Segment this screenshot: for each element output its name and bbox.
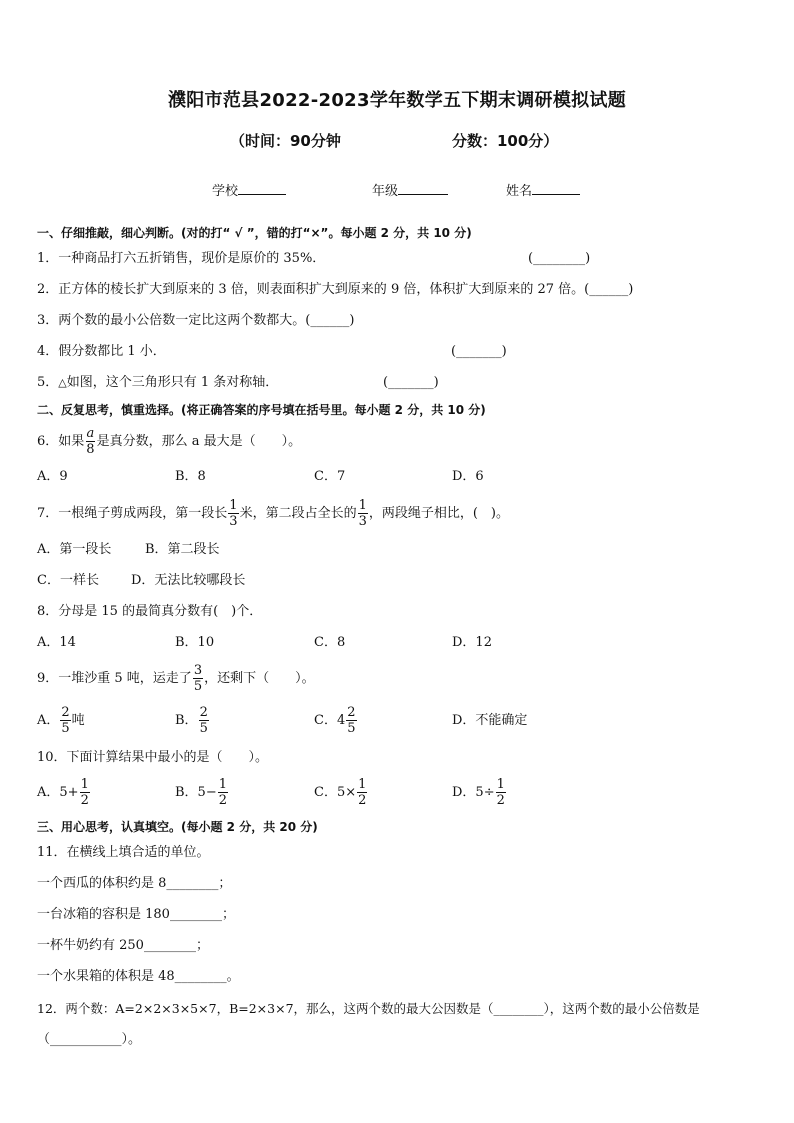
question-3-text: 3．两个数的最小公倍数一定比这两个数都大。 [37,313,306,328]
question-6 [37,426,301,457]
fraction-numerator: 1 [229,498,238,513]
option-label: C．5× [314,785,357,800]
name-label: 姓名 [506,184,533,199]
question-5-number: 5． [37,375,59,390]
option-label: C． [314,713,337,728]
fraction-denominator: 2 [496,793,505,808]
name-field[interactable] [506,180,580,199]
option-whole: 4 [336,713,346,728]
question-3 [37,312,354,330]
question-7-option-a[interactable]: A．第一段长 [37,542,112,557]
school-label: 学校 [212,184,239,199]
question-1-answer[interactable]: (________) [528,251,591,266]
question-10 [37,749,268,767]
fraction-numerator: 2 [347,705,356,720]
question-5-text: 如图，这个三角形只有 1 条对称轴． [66,375,279,390]
option-fraction [60,705,70,736]
question-10-option-d[interactable] [452,776,507,810]
question-1 [37,250,325,268]
question-5 [37,374,278,392]
question-9 [37,662,315,696]
grade-field[interactable] [372,180,448,199]
question-2-answer[interactable]: (______) [584,282,634,297]
question-11-line-3[interactable]: 一杯牛奶约有 250________； [37,938,209,953]
fraction-denominator: 5 [61,721,70,736]
fraction-denominator: 2 [218,793,227,808]
fraction-denominator: 2 [80,793,89,808]
question-8-text: 8．分母是 15 的最简真分数有( )个． [37,604,263,619]
question-2 [37,281,633,299]
school-field[interactable] [212,180,286,199]
triangle-icon: △ [58,376,67,389]
option-fraction [496,777,506,808]
section-3-heading: 三、用心思考，认真填空。(每小题 2 分，共 20 分) [37,820,318,834]
grade-label: 年级 [372,184,399,199]
question-6-option-c[interactable]: C．7 [314,469,346,484]
option-label: D．5÷ [452,785,495,800]
question-2-text: 2．正方体的棱长扩大到原来的 3 倍，则表面积扩大到原来的 9 倍，体积扩大到原来的 27 倍。 [37,282,585,297]
fraction-numerator: 1 [358,777,367,792]
exam-score: 分数：100分） [452,132,559,150]
question-9-pre: 9．一堆沙重 5 吨，运走了 [37,671,192,686]
question-8-option-c[interactable]: C．8 [314,635,346,650]
question-11: 11．在横线上填合适的单位。 [37,845,210,860]
question-4-text: 4．假分数都比 1 小． [37,344,166,359]
question-12-line-1[interactable]: 12．两个数：A=2×2×3×5×7，B=2×3×7，那么，这两个数的最大公因数是（________），这两个数的最小公倍数是 [37,1001,700,1016]
option-unit: 吨 [71,713,85,728]
fraction-denominator: 5 [193,679,203,694]
option-label: B．5− [175,785,217,800]
question-6-option-b[interactable]: B．8 [175,469,206,484]
option-label: A．5+ [37,785,79,800]
question-8-option-a[interactable]: A．14 [37,635,76,650]
question-10-option-a[interactable] [37,776,91,810]
fraction-numerator: 2 [199,705,208,720]
fraction-denominator: 5 [199,721,208,736]
question-8-option-b[interactable]: B．10 [175,635,215,650]
question-10-option-c[interactable] [314,776,368,810]
question-4-answer[interactable]: (_______) [451,344,507,359]
question-7-post: ，两段绳子相比，( )。 [368,506,510,521]
question-12-line-2[interactable]: （___________）。 [37,1032,142,1047]
fraction-numerator: a [86,426,95,441]
name-blank[interactable] [532,193,580,195]
question-11-line-1[interactable]: 一个西瓜的体积约是 8________； [37,876,232,891]
question-7-option-b[interactable]: B．第二段长 [145,542,220,557]
question-9-option-a[interactable] [37,704,85,738]
question-8-option-d[interactable]: D．12 [452,635,492,650]
question-7-fraction-1 [228,498,238,529]
question-7-fraction-2 [358,498,368,529]
grade-blank[interactable] [398,193,448,195]
question-9-option-d[interactable]: D．不能确定 [452,713,528,728]
question-7 [37,498,509,530]
fraction-numerator: 2 [61,705,70,720]
exam-time: （时间：90分钟 [230,132,341,150]
fraction-denominator: 8 [86,442,95,457]
question-3-answer[interactable]: (______) [305,313,355,328]
option-label: A． [37,713,60,728]
fraction-denominator: 5 [347,721,356,736]
option-fraction [218,777,228,808]
question-7-option-d[interactable]: D．无法比较哪段长 [131,573,246,588]
fraction-numerator: 3 [193,663,203,678]
school-blank[interactable] [238,193,286,195]
question-9-option-b[interactable] [175,704,210,738]
option-label: B． [175,713,198,728]
option-fraction [346,705,356,736]
fraction-denominator: 2 [358,793,367,808]
question-5-answer[interactable]: (_______) [383,375,439,390]
question-6-option-a[interactable]: A．9 [37,469,68,484]
fraction-denominator: 3 [229,514,238,529]
question-4 [37,343,166,361]
question-9-option-c[interactable] [314,704,358,738]
fraction-numerator: 1 [496,777,505,792]
fraction-numerator: 1 [358,498,367,513]
question-11-line-2[interactable]: 一台冰箱的容积是 180________； [37,907,235,922]
section-2-heading: 二、反复思考，慎重选择。(将正确答案的序号填在括号里。每小题 2 分，共 10 分) [37,403,486,417]
fraction-numerator: 1 [80,777,89,792]
question-9-post: ，还剩下（ ）。 [204,671,315,686]
question-9-fraction [193,663,203,694]
question-11-line-4[interactable]: 一个水果箱的体积是 48________。 [37,969,240,984]
option-fraction [357,777,367,808]
question-1-text: 1．一种商品打六五折销售，现价是原价的 35%． [37,251,326,266]
question-6-option-d[interactable]: D．6 [452,469,484,484]
question-6-pre: 6．如果 [37,434,85,449]
question-7-pre: 7．一根绳子剪成两段，第一段长 [37,506,228,521]
option-fraction [199,705,209,736]
fraction-denominator: 3 [358,514,367,529]
question-7-mid: 米，第二段占全长的 [239,506,357,521]
option-fraction [80,777,90,808]
section-1-heading: 一、仔细推敲，细心判断。(对的打“ √ ”，错的打“×”。每小题 2 分，共 10 分) [37,226,472,240]
question-6-fraction [85,426,95,457]
question-10-option-b[interactable] [175,776,229,810]
fraction-numerator: 1 [218,777,227,792]
question-6-post: 是真分数，那么 a 最大是（ ）。 [96,434,302,449]
question-10-text: 10．下面计算结果中最小的是（ ）。 [37,750,269,765]
exam-title: 濮阳市范县2022-2023学年数学五下期末调研模拟试题 [167,90,627,111]
question-8 [37,603,262,621]
question-7-option-c[interactable]: C．一样长 [37,573,99,588]
